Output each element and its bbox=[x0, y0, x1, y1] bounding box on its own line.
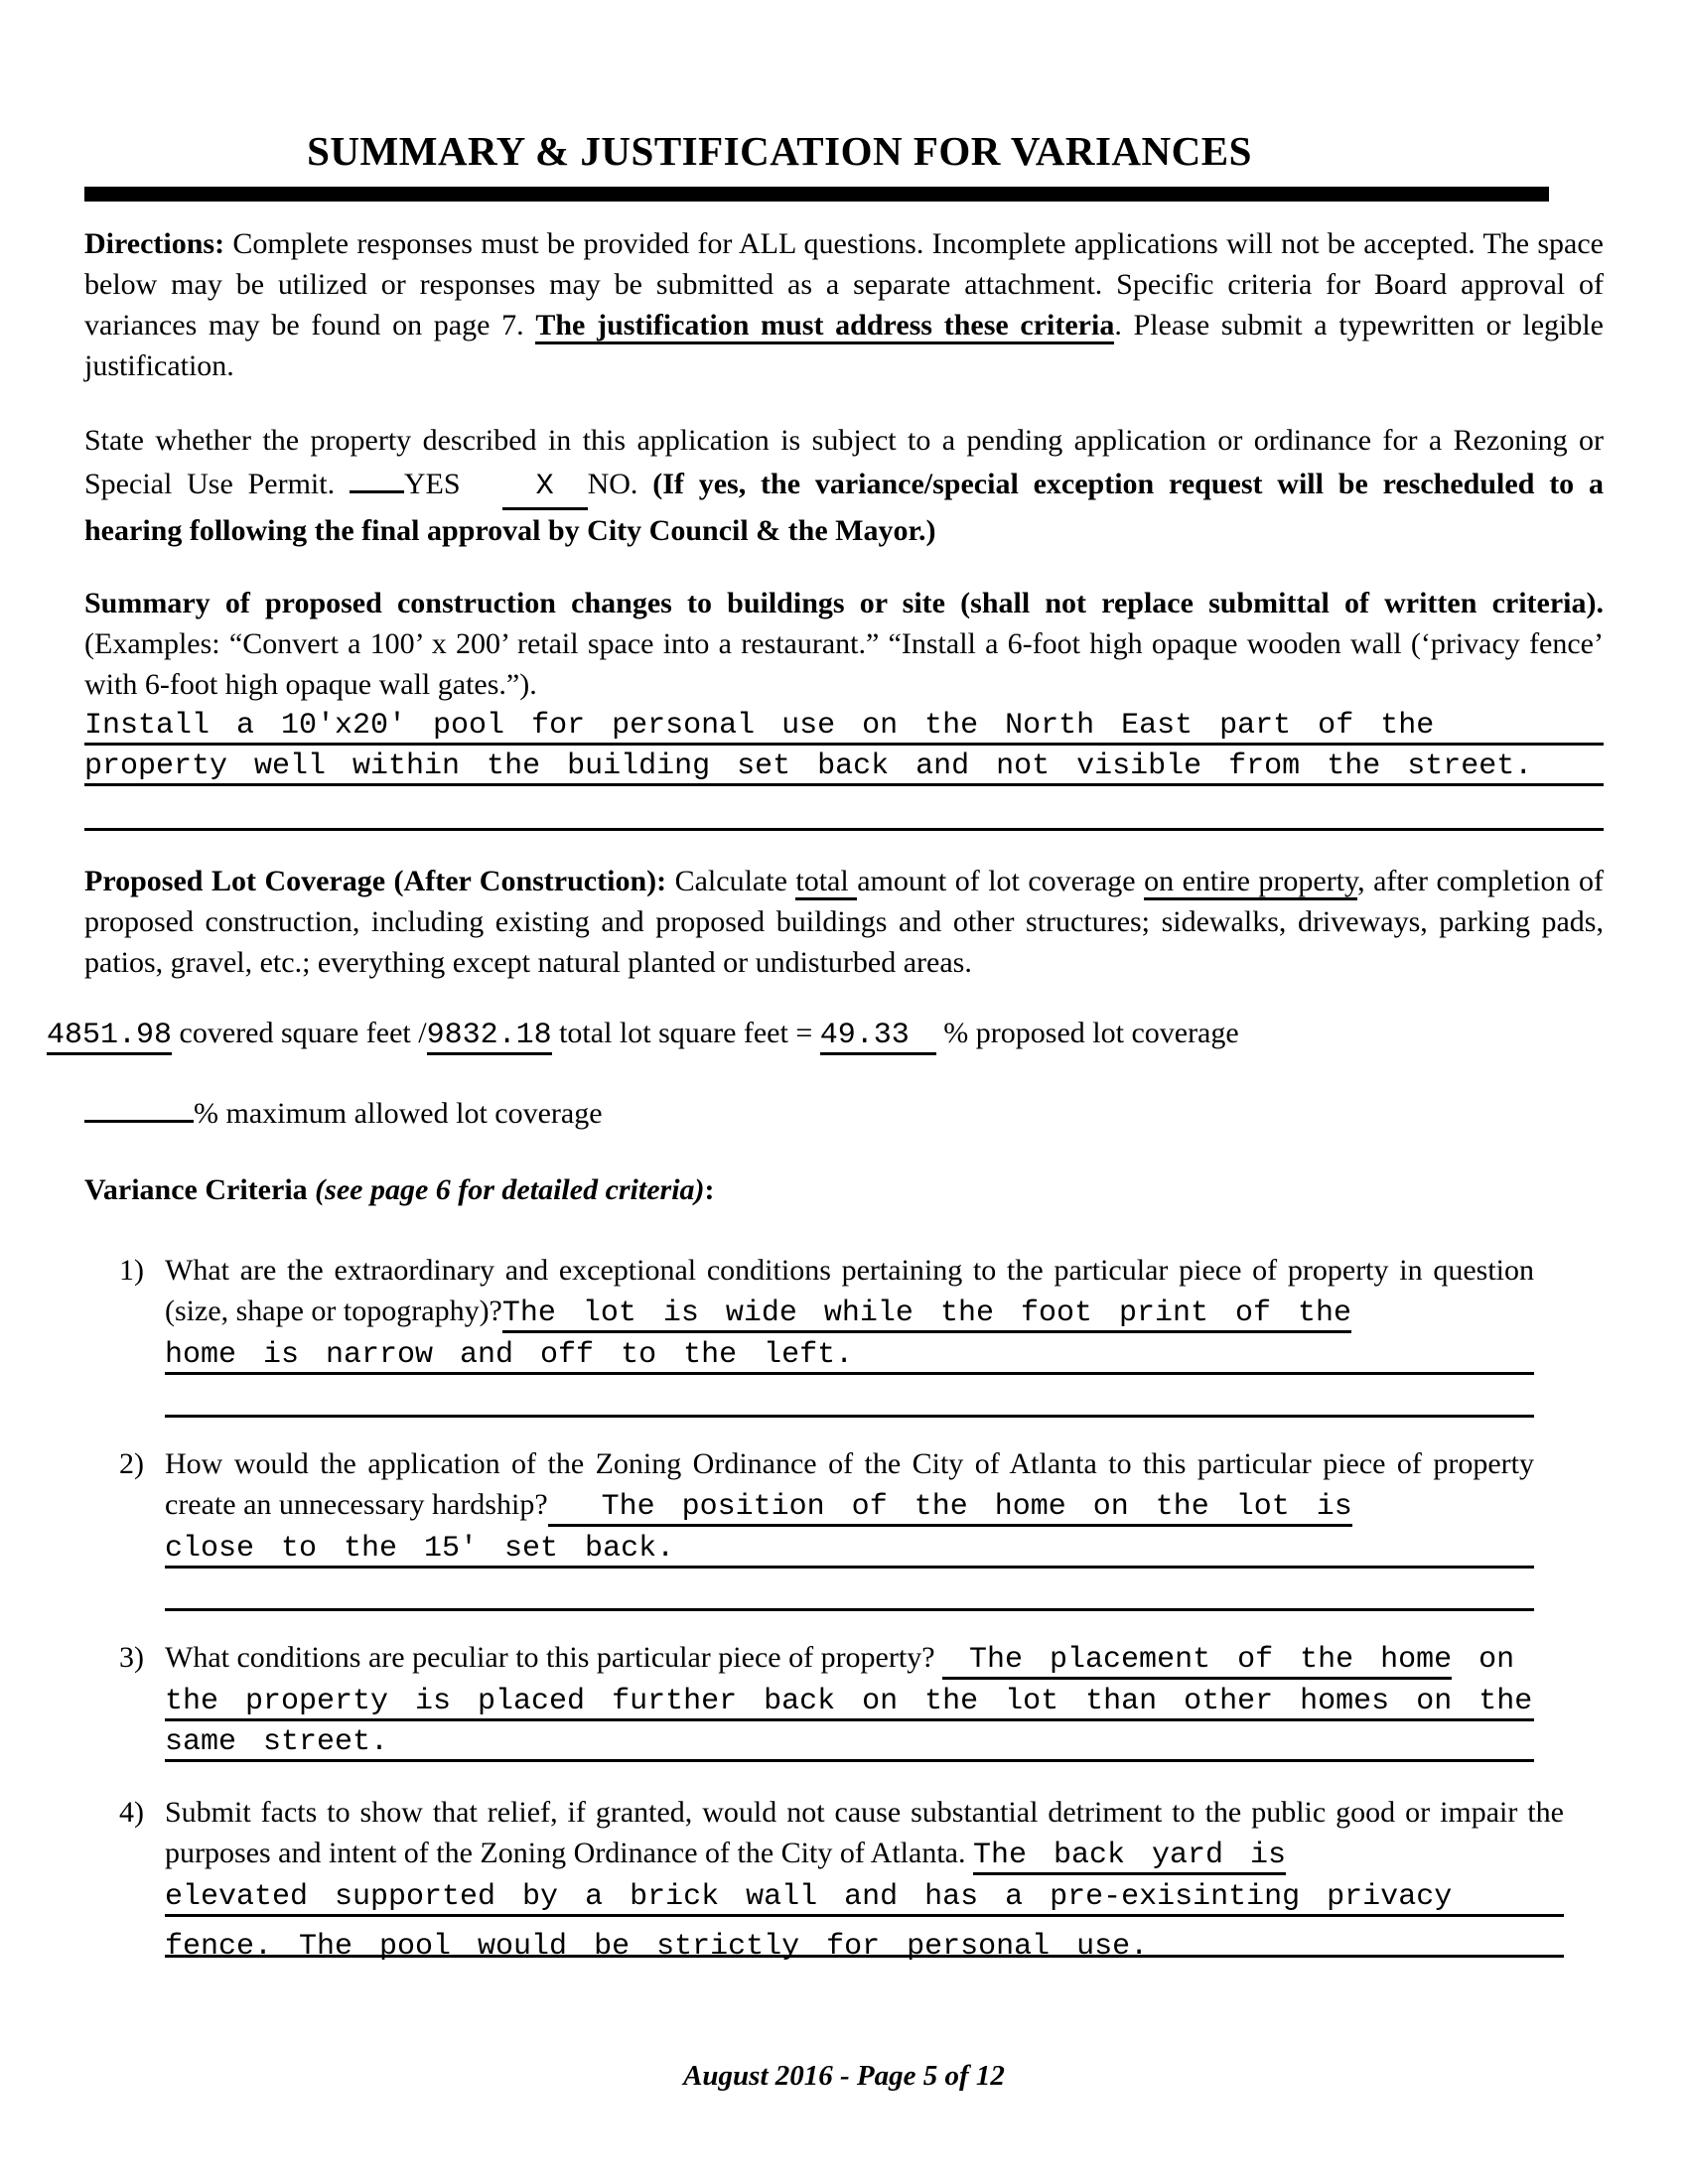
max-coverage-blank-field[interactable] bbox=[84, 1090, 194, 1123]
max-coverage-label: % maximum allowed lot coverage bbox=[194, 1097, 603, 1130]
question-2-answer-inline[interactable]: The position of the home on the lot is bbox=[548, 1490, 1352, 1527]
question-3-answer-inline[interactable]: The placement of the home bbox=[942, 1643, 1452, 1680]
pending-question-text: State whether the property described in this application is subject to a pending application or ordinance for a Rezoning or Special Use Permit. bbox=[84, 424, 1604, 500]
directions-label: Directions: bbox=[84, 227, 225, 260]
question-1-text-line bbox=[165, 1250, 1534, 1334]
lot-coverage-body-2: amount of lot coverage bbox=[857, 865, 1145, 897]
question-1 bbox=[84, 1250, 1604, 1418]
question-4 bbox=[84, 1792, 1604, 1964]
criteria-heading-text: Variance Criteria bbox=[84, 1173, 316, 1206]
lot-coverage-underline-total: total bbox=[795, 865, 857, 900]
question-3-answer-overflow: on bbox=[1452, 1643, 1515, 1677]
coverage-calculation-line bbox=[47, 1013, 1604, 1056]
blank-answer-line[interactable] bbox=[165, 1569, 1534, 1611]
total-lot-square-feet-field[interactable]: 9832.18 bbox=[427, 1019, 552, 1055]
question-2-text: How would the application of the Zoning Ordinance of the City of Atlanta to this particular piece of property create an unnecessary hardship? bbox=[165, 1447, 1534, 1521]
question-3 bbox=[84, 1637, 1604, 1762]
lot-coverage-body-3: , after completion of proposed construction, including existing and proposed buildings and other structures; sidewalks, driveways, parking pads, patios, gravel, etc.; everything except natural planted or undisturbed areas. bbox=[84, 865, 1604, 979]
yes-label: YES bbox=[403, 468, 461, 500]
lot-coverage-heading: Proposed Lot Coverage (After Construction): bbox=[84, 865, 667, 897]
page-title: SUMMARY & JUSTIFICATION FOR VARIANCES bbox=[307, 128, 1252, 174]
pending-bold-note: (If yes, the variance/special exception request will be rescheduled to a hearing following the final approval by City Council & the Mayor.) bbox=[84, 468, 1604, 547]
max-coverage-line bbox=[84, 1090, 1604, 1134]
question-3-text: What conditions are peculiar to this particular piece of property? bbox=[165, 1641, 943, 1674]
proposed-coverage-percent-field[interactable]: 49.33 bbox=[820, 1019, 936, 1055]
question-2-text-line bbox=[165, 1443, 1534, 1528]
page-footer: August 2016 - Page 5 of 12 bbox=[683, 2060, 1005, 2092]
title-divider-bar bbox=[84, 187, 1549, 202]
covered-square-feet-label: covered square feet / bbox=[172, 1017, 427, 1049]
total-lot-square-feet-label: total lot square feet = bbox=[551, 1017, 820, 1049]
question-3-answer-line-2[interactable]: the property is placed further back on the lot than other homes on the bbox=[165, 1681, 1534, 1721]
directions-tail: . Please submit a typewritten or legible justification. bbox=[84, 309, 1605, 382]
question-4-answer-line-2[interactable]: elevated supported by a brick wall and has a pre-exisinting privacy bbox=[165, 1876, 1564, 1917]
blank-answer-line[interactable] bbox=[84, 786, 1604, 831]
lot-coverage-body-1: Calculate bbox=[666, 865, 796, 897]
question-1-answer-line-2[interactable]: home is narrow and off to the left. bbox=[165, 1334, 1534, 1375]
question-4-answer-inline[interactable]: The back yard is bbox=[973, 1839, 1286, 1875]
question-3-answer-line-3[interactable]: same street. bbox=[165, 1721, 1534, 1762]
question-2-answer-line-2[interactable]: close to the 15' set back. bbox=[165, 1528, 1534, 1569]
summary-answer-line-1[interactable]: Install a 10'x20' pool for personal use on the North East part of the bbox=[84, 705, 1604, 746]
question-4-text: Submit facts to show that relief, if granted, would not cause substantial detriment to the public good or impair the purposes and intent of the Zoning Ordinance of the City of Atlanta. bbox=[165, 1796, 1564, 1869]
summary-heading: Summary of proposed construction changes to buildings or site (shall not replace submittal of written criteria). bbox=[84, 587, 1604, 619]
lot-coverage-underline-property: on entire property bbox=[1144, 865, 1357, 900]
question-1-answer-inline[interactable]: The lot is wide while the foot print of the bbox=[502, 1297, 1351, 1333]
no-blank-line[interactable] bbox=[502, 464, 588, 510]
no-label: NO. bbox=[587, 468, 653, 500]
summary-answer-block bbox=[84, 705, 1604, 831]
directions-body: Complete responses must be provided for ALL questions. Incomplete applications will not be accepted. The space below may be utilized or responses may be submitted as a separate attachment. Specific criteria for Board approval of variances may be found on page 7. bbox=[84, 227, 1604, 341]
pending-application-paragraph bbox=[84, 420, 1604, 551]
blank-answer-line[interactable] bbox=[165, 1375, 1534, 1418]
question-4-number: 4) bbox=[119, 1796, 144, 1829]
no-x-mark: X bbox=[535, 470, 554, 503]
question-1-number: 1) bbox=[119, 1254, 144, 1287]
directions-emphasis: The justification must address these criteria bbox=[535, 309, 1114, 344]
criteria-heading-note: (see page 6 for detailed criteria) bbox=[315, 1173, 705, 1206]
summary-paragraph bbox=[84, 583, 1604, 705]
question-2 bbox=[84, 1443, 1604, 1611]
directions-paragraph bbox=[84, 223, 1604, 386]
question-4-answer-line-3[interactable]: fence. The pool would be strictly for personal use. bbox=[165, 1917, 1564, 1958]
covered-square-feet-field[interactable]: 4851.98 bbox=[47, 1019, 172, 1055]
question-2-number: 2) bbox=[119, 1447, 144, 1480]
summary-examples: (Examples: “Convert a 100’ x 200’ retail space into a restaurant.” “Install a 6-foot high opaque wooden wall (‘privacy fence’ with 6-foot high opaque wall gates.”). bbox=[84, 627, 1604, 701]
criteria-heading-colon: : bbox=[704, 1173, 715, 1206]
question-3-text-line bbox=[165, 1637, 1534, 1681]
variance-criteria-heading bbox=[84, 1169, 1604, 1210]
proposed-coverage-percent-label: % proposed lot coverage bbox=[935, 1017, 1239, 1049]
yes-blank-line[interactable] bbox=[350, 461, 404, 493]
summary-answer-line-2[interactable]: property well within the building set back and not visible from the street. bbox=[84, 746, 1604, 786]
question-3-number: 3) bbox=[119, 1641, 144, 1674]
question-1-text: What are the extraordinary and exceptional conditions pertaining to the particular piece of property in question (size, shape or topography)? bbox=[165, 1254, 1534, 1327]
question-4-text-line bbox=[165, 1792, 1564, 1876]
lot-coverage-paragraph bbox=[84, 861, 1604, 983]
